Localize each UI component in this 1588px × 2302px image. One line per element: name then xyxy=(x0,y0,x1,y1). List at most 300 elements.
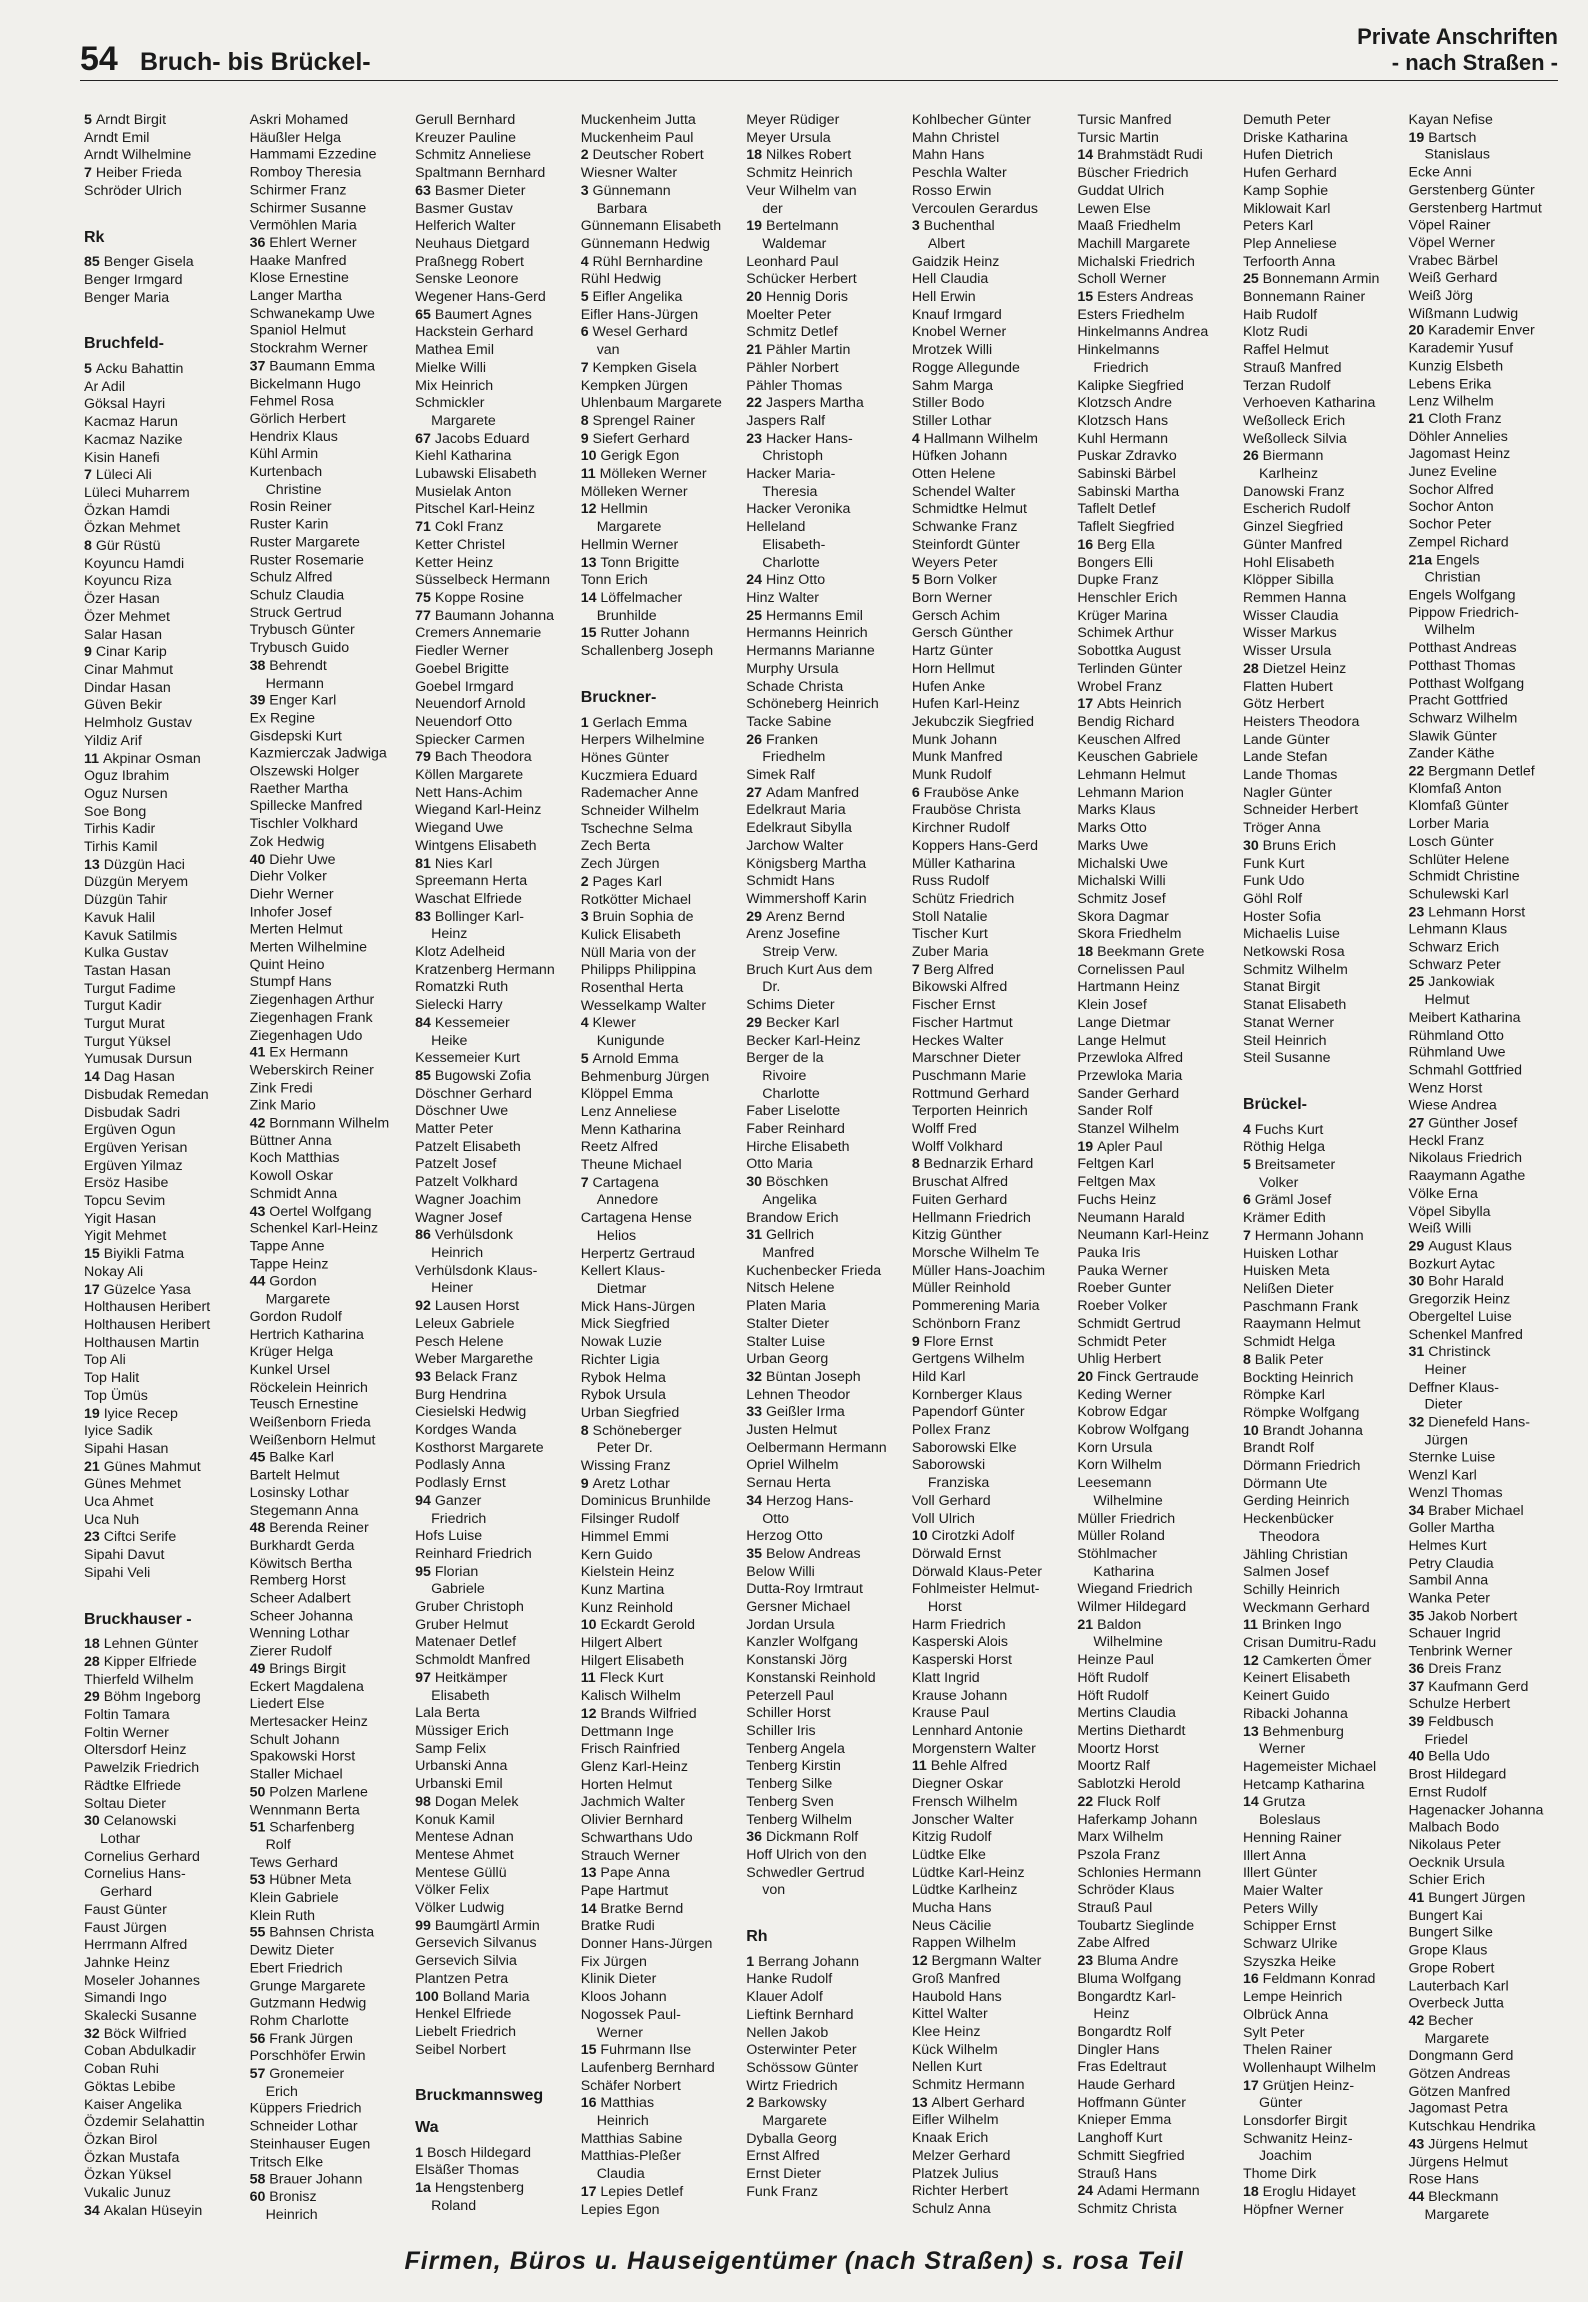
resident-entry xyxy=(84,1512,246,1530)
resident-entry xyxy=(1409,1837,1571,1855)
resident-entry xyxy=(250,1274,412,1292)
resident-entry xyxy=(746,661,908,679)
house-number: 6 xyxy=(1242,1192,1255,1209)
resident-entry xyxy=(84,609,246,627)
resident-entry xyxy=(1243,572,1405,590)
resident-entry xyxy=(415,1387,577,1405)
resident-name: Pähler Thomas xyxy=(746,377,843,394)
resident-entry xyxy=(84,1672,246,1690)
resident-name: Esters Friedhelm xyxy=(1077,306,1185,323)
resident-entry xyxy=(250,165,412,183)
resident-name: Klose Ernestine xyxy=(249,270,349,287)
house-number: 85 xyxy=(84,254,104,271)
resident-name: Brauer Johann xyxy=(269,2171,363,2188)
resident-name: Schult Johann xyxy=(249,1731,340,1748)
resident-entry xyxy=(1077,466,1239,484)
resident-name: Verhülsdonk xyxy=(434,1227,513,1244)
resident-name: Munk Johann xyxy=(911,731,997,748)
resident-entry xyxy=(84,1246,246,1264)
entry-continuation xyxy=(1409,1362,1571,1380)
resident-name: Faber Reinhard xyxy=(746,1121,845,1138)
resident-name: Ziegenhagen Arthur xyxy=(249,992,375,1009)
resident-name: Klotz Rudi xyxy=(1242,324,1308,341)
entry-continuation xyxy=(581,1440,743,1458)
resident-entry xyxy=(581,254,743,272)
resident-name: Sernau Herta xyxy=(746,1475,831,1492)
resident-name: Top Halit xyxy=(84,1370,140,1387)
entry-continuation xyxy=(746,555,908,573)
resident-entry xyxy=(581,572,743,590)
resident-entry xyxy=(581,1724,743,1742)
resident-name: Tischler Volkhard xyxy=(249,816,358,833)
resident-entry xyxy=(746,1546,908,1564)
resident-entry xyxy=(1243,501,1405,519)
resident-entry xyxy=(415,1404,577,1422)
resident-entry xyxy=(912,1086,1074,1104)
resident-name: Pähler Martin xyxy=(765,342,851,359)
resident-name: Peter Dr. xyxy=(596,1440,653,1457)
resident-name: Tschechne Selma xyxy=(580,820,693,837)
entry-continuation xyxy=(581,608,743,626)
resident-entry xyxy=(1243,1635,1405,1653)
resident-name: Losinsky Lothar xyxy=(249,1485,349,1502)
resident-entry xyxy=(912,1263,1074,1281)
resident-entry xyxy=(581,1688,743,1706)
resident-name: Kaiser Angelika xyxy=(84,2096,182,2113)
resident-entry xyxy=(84,910,246,928)
street-heading: Bruckhauser - xyxy=(84,1610,192,1628)
resident-entry xyxy=(1409,658,1571,676)
resident-name: Brandow Erich xyxy=(746,1209,839,1226)
resident-entry xyxy=(912,1103,1074,1121)
resident-entry xyxy=(746,1670,908,1688)
house-number: 86 xyxy=(415,1227,435,1244)
resident-name: Justen Helmut xyxy=(746,1422,837,1439)
resident-name: Matter Peter xyxy=(415,1121,494,1138)
resident-name: Elsäßer Thomas xyxy=(415,2162,519,2179)
resident-entry xyxy=(1077,749,1239,767)
resident-entry xyxy=(581,537,743,555)
resident-name: Pawelzik Friedrich xyxy=(84,1760,200,1777)
resident-entry xyxy=(912,1050,1074,1068)
resident-entry xyxy=(415,1617,577,1635)
resident-name: Bertelmann xyxy=(765,218,839,235)
resident-entry xyxy=(1243,2007,1405,2025)
resident-entry xyxy=(912,661,1074,679)
resident-name: Kacmaz Nazike xyxy=(84,431,183,448)
resident-name: Olbrück Anna xyxy=(1242,2006,1329,2023)
resident-entry xyxy=(581,413,743,431)
resident-name: Lüdtke Karl-Heinz xyxy=(911,1864,1025,1881)
resident-name: Gersch Achim xyxy=(911,607,1001,624)
resident-entry xyxy=(581,2078,743,2096)
resident-entry xyxy=(1077,1192,1239,1210)
resident-entry xyxy=(1409,1872,1571,1890)
resident-entry xyxy=(84,963,246,981)
resident-name: Flore Ernst xyxy=(923,1333,994,1350)
house-number: 21 xyxy=(84,1458,104,1475)
resident-name: Schmidtke Helmut xyxy=(911,501,1027,518)
resident-name: Behmenburg Jürgen xyxy=(580,1068,710,1085)
resident-entry xyxy=(1243,873,1405,891)
resident-entry xyxy=(1077,1316,1239,1334)
resident-name: Rühl Hedwig xyxy=(580,271,662,288)
resident-name: Heinz xyxy=(431,926,468,943)
resident-entry xyxy=(415,944,577,962)
house-number: 10 xyxy=(580,448,601,465)
resident-name: Himmel Emmi xyxy=(580,1528,669,1545)
resident-name: Hinkelmanns Andrea xyxy=(1077,324,1209,341)
resident-name: Stalter Dieter xyxy=(746,1315,830,1332)
resident-name: Schmidt Hans xyxy=(746,873,835,890)
resident-entry xyxy=(581,1918,743,1936)
resident-name: Römpke Wolfgang xyxy=(1242,1404,1360,1421)
directory-column xyxy=(415,112,577,2224)
resident-entry xyxy=(1077,1139,1239,1157)
resident-name: Tirhis Kadir xyxy=(84,821,156,838)
resident-name: Baumann Emma xyxy=(269,358,375,375)
resident-name: Burkhardt Gerda xyxy=(249,1537,355,1554)
resident-entry xyxy=(912,856,1074,874)
page-range: Bruch- bis Brückel- xyxy=(140,48,371,76)
resident-entry xyxy=(1243,1246,1405,1264)
resident-entry xyxy=(1243,484,1405,502)
resident-entry xyxy=(581,360,743,378)
resident-name: Werner xyxy=(1258,1741,1306,1758)
resident-name: Papendorf Günter xyxy=(911,1404,1025,1421)
resident-name: Hertrich Katharina xyxy=(249,1326,364,1343)
resident-entry xyxy=(1077,1935,1239,1953)
resident-name: Turgut Murat xyxy=(84,1016,165,1033)
resident-name: Hacker Hans- xyxy=(765,430,853,447)
resident-name: Hohl Elisabeth xyxy=(1242,554,1335,571)
house-number: 15 xyxy=(1077,289,1098,306)
resident-entry xyxy=(912,1705,1074,1723)
resident-entry xyxy=(250,1010,412,1028)
resident-entry xyxy=(250,2013,412,2031)
resident-entry xyxy=(1243,820,1405,838)
resident-name: Reinhard Friedrich xyxy=(415,1545,532,1562)
resident-entry xyxy=(581,1617,743,1635)
resident-entry xyxy=(1077,1546,1239,1564)
resident-entry xyxy=(1243,1547,1405,1565)
resident-entry xyxy=(415,1546,577,1564)
resident-entry xyxy=(912,555,1074,573)
resident-entry xyxy=(912,2130,1074,2148)
resident-entry xyxy=(415,856,577,874)
resident-entry xyxy=(1409,1063,1571,1081)
resident-name: Mahn Hans xyxy=(911,147,985,164)
resident-name: Dörmann Ute xyxy=(1242,1475,1328,1492)
resident-name: Bronisz xyxy=(269,2189,317,2206)
resident-name: Ciesielski Hedwig xyxy=(415,1404,527,1421)
resident-name: Foltin Tamara xyxy=(84,1707,170,1724)
house-number: 3 xyxy=(911,218,924,235)
resident-entry xyxy=(415,608,577,626)
resident-name: Karlheinz xyxy=(1258,466,1319,483)
resident-name: Oltersdorf Heinz xyxy=(84,1742,187,1759)
resident-name: Michalski Friedrich xyxy=(1077,253,1195,270)
resident-entry xyxy=(1409,1168,1571,1186)
resident-name: Zabe Alfred xyxy=(1077,1935,1150,1952)
resident-entry xyxy=(912,749,1074,767)
resident-name: Hild Karl xyxy=(911,1368,966,1385)
resident-name: Cremers Annemarie xyxy=(415,625,542,642)
resident-name: Kavuk Satilmis xyxy=(84,927,178,944)
resident-entry xyxy=(746,1263,908,1281)
resident-name: Morsche Wilhelm Te xyxy=(911,1245,1040,1261)
resident-name: Lenz Wilhelm xyxy=(1408,393,1494,410)
resident-name: Maaß Friedhelm xyxy=(1077,218,1181,235)
resident-entry xyxy=(250,1538,412,1556)
resident-entry xyxy=(1243,1281,1405,1299)
spacer xyxy=(746,1900,908,1914)
resident-entry xyxy=(912,1546,1074,1564)
resident-entry xyxy=(1077,448,1239,466)
resident-entry xyxy=(250,1784,412,1802)
resident-entry xyxy=(746,1174,908,1192)
entry-continuation xyxy=(1409,992,1571,1010)
resident-name: Thome Dirk xyxy=(1242,2166,1317,2183)
resident-name: Heinrich xyxy=(596,2113,649,2130)
resident-entry xyxy=(84,1406,246,1424)
resident-entry xyxy=(1243,661,1405,679)
resident-name: Bruch Kurt Aus dem xyxy=(746,961,873,978)
resident-name: Michalski Willi xyxy=(1077,873,1166,890)
resident-entry xyxy=(912,165,1074,183)
resident-name: Schmidt Gertrud xyxy=(1077,1315,1181,1332)
resident-name: Hinkelmanns xyxy=(1077,342,1160,359)
resident-name: Wisser Ursula xyxy=(1242,643,1332,660)
resident-name: Schwanitz Heinz- xyxy=(1242,2130,1353,2147)
resident-name: Wenning Lothar xyxy=(249,1625,350,1642)
resident-entry xyxy=(1409,834,1571,852)
resident-entry xyxy=(415,1210,577,1228)
resident-entry xyxy=(912,1882,1074,1900)
resident-entry xyxy=(1077,1369,1239,1387)
resident-name: Schipper Ernst xyxy=(1242,1918,1336,1935)
resident-entry xyxy=(415,909,577,927)
resident-entry xyxy=(415,873,577,891)
resident-name: Jekubczik Siegfried xyxy=(911,713,1035,730)
resident-entry xyxy=(84,183,246,201)
resident-name: Koyuncu Hamdi xyxy=(84,555,185,572)
resident-name: Lehmann Horst xyxy=(1428,904,1526,921)
resident-name: Askri Mohamed xyxy=(249,112,349,128)
resident-entry xyxy=(1077,1404,1239,1422)
resident-entry xyxy=(1077,2183,1239,2201)
resident-entry xyxy=(1243,1582,1405,1600)
resident-name: Wanka Peter xyxy=(1408,1590,1490,1607)
entry-continuation xyxy=(746,1245,908,1263)
resident-entry xyxy=(84,768,246,786)
resident-name: Wenzl Thomas xyxy=(1408,1485,1503,1502)
directory-column xyxy=(912,112,1074,2224)
resident-entry xyxy=(250,1186,412,1204)
resident-name: Lorber Maria xyxy=(1408,816,1489,833)
resident-name: Tursic Martin xyxy=(1077,129,1159,146)
resident-entry xyxy=(1243,2113,1405,2131)
resident-entry xyxy=(581,1423,743,1441)
resident-entry xyxy=(1243,1387,1405,1405)
resident-entry xyxy=(912,1847,1074,1865)
resident-name: Gersevich Silvanus xyxy=(415,1935,537,1952)
resident-entry xyxy=(1077,696,1239,714)
resident-name: Mrotzek Willi xyxy=(911,342,993,359)
entry-continuation xyxy=(250,675,412,693)
resident-name: Heitkämper xyxy=(434,1669,508,1686)
resident-name: Behrendt xyxy=(269,657,327,674)
resident-entry xyxy=(746,165,908,183)
resident-entry xyxy=(84,1990,246,2008)
resident-entry xyxy=(415,997,577,1015)
resident-entry xyxy=(1409,552,1571,570)
resident-entry xyxy=(1243,1901,1405,1919)
resident-entry xyxy=(746,1334,908,1352)
resident-name: Harm Friedrich xyxy=(911,1616,1006,1633)
resident-entry xyxy=(250,1520,412,1538)
resident-name: Bosch Hildegard xyxy=(426,2144,532,2161)
resident-entry xyxy=(250,693,412,711)
resident-name: Oguz Nursen xyxy=(84,785,168,802)
resident-name: Schmitz Wilhelm xyxy=(1242,961,1348,978)
resident-name: Konstanski Jörg xyxy=(746,1652,848,1669)
resident-name: Götzen Manfred xyxy=(1408,2083,1511,2100)
resident-name: Bleckmann xyxy=(1428,2189,1499,2206)
resident-name: Junez Eveline xyxy=(1408,464,1497,480)
resident-name: Günes Mahmut xyxy=(103,1458,201,1475)
resident-name: Biyikli Fatma xyxy=(103,1246,185,1263)
resident-entry xyxy=(415,236,577,254)
resident-name: Marks Otto xyxy=(1077,820,1147,837)
resident-entry xyxy=(84,1388,246,1406)
resident-entry xyxy=(415,572,577,590)
resident-entry xyxy=(84,361,246,379)
resident-entry xyxy=(1077,413,1239,431)
entry-continuation xyxy=(415,1581,577,1599)
resident-name: Schücker Herbert xyxy=(746,271,857,288)
resident-name: Baumann Johanna xyxy=(434,607,554,624)
entry-continuation xyxy=(746,448,908,466)
resident-entry xyxy=(84,1476,246,1494)
resident-name: Gisdepski Kurt xyxy=(249,728,342,745)
resident-name: Wennmann Berta xyxy=(249,1801,360,1818)
resident-name: Schenkel Manfred xyxy=(1408,1326,1523,1343)
resident-entry xyxy=(250,1239,412,1257)
resident-name: Müller Reinhold xyxy=(911,1280,1011,1297)
resident-entry xyxy=(1077,767,1239,785)
resident-name: Kazmierczak Jadwiga xyxy=(249,745,387,762)
resident-name: Schendel Walter xyxy=(911,483,1016,500)
resident-entry xyxy=(1077,1847,1239,1865)
resident-name: Taflelt Detlef xyxy=(1077,501,1156,518)
resident-entry xyxy=(912,1829,1074,1847)
house-number: 42 xyxy=(1408,2013,1429,2030)
resident-entry xyxy=(1243,130,1405,148)
resident-name: Jahnke Heinz xyxy=(84,1954,170,1971)
resident-entry xyxy=(912,1953,1074,1971)
resident-name: Uhlig Herbert xyxy=(1077,1351,1161,1368)
resident-name: Otten Helene xyxy=(911,466,996,483)
house-number: 16 xyxy=(1242,1971,1263,1988)
resident-entry xyxy=(1243,625,1405,643)
resident-entry xyxy=(1409,887,1571,905)
house-number: 83 xyxy=(415,908,435,925)
resident-name: Holthausen Martin xyxy=(84,1334,200,1351)
resident-entry xyxy=(746,130,908,148)
resident-entry xyxy=(84,821,246,839)
resident-name: Remberg Horst xyxy=(249,1573,346,1590)
resident-name: Tonn Brigitte xyxy=(600,554,680,571)
resident-entry xyxy=(746,2131,908,2149)
entry-continuation xyxy=(1077,360,1239,378)
resident-name: Bartsch xyxy=(1428,129,1477,146)
resident-name: Holthausen Heribert xyxy=(84,1317,211,1333)
resident-name: Jachmich Walter xyxy=(580,1794,686,1811)
resident-entry xyxy=(415,555,577,573)
resident-entry xyxy=(415,1670,577,1688)
resident-name: Nelißen Dieter xyxy=(1242,1281,1334,1297)
resident-name: Simek Ralf xyxy=(746,767,815,784)
resident-entry xyxy=(1243,324,1405,342)
resident-entry xyxy=(250,411,412,429)
resident-entry xyxy=(912,785,1074,803)
resident-name: Hetcamp Katharina xyxy=(1242,1776,1365,1793)
resident-entry xyxy=(912,820,1074,838)
house-number: 4 xyxy=(911,430,924,447)
resident-entry xyxy=(912,1634,1074,1652)
resident-name: Melzer Gerhard xyxy=(911,2147,1011,2164)
resident-name: Turgut Fadime xyxy=(84,980,176,997)
resident-entry xyxy=(746,1971,908,1989)
resident-name: Eifler Hans-Jürgen xyxy=(580,306,699,323)
resident-entry xyxy=(1243,1228,1405,1246)
house-number: 12 xyxy=(580,1705,601,1722)
resident-name: Kirchner Rudolf xyxy=(911,820,1010,837)
resident-name: Schlonies Hermann xyxy=(1077,1864,1202,1881)
resident-entry xyxy=(581,838,743,856)
entry-continuation xyxy=(415,1688,577,1706)
resident-name: Günes Mehmet xyxy=(84,1476,181,1493)
resident-entry xyxy=(250,587,412,605)
resident-name: Kiehl Katharina xyxy=(415,448,512,465)
resident-entry xyxy=(1409,1943,1571,1961)
resident-entry xyxy=(912,413,1074,431)
resident-name: Dieter xyxy=(1424,1397,1463,1414)
resident-name: Biermann xyxy=(1262,448,1324,465)
resident-entry xyxy=(1077,1298,1239,1316)
resident-entry xyxy=(250,1679,412,1697)
resident-entry xyxy=(912,1617,1074,1635)
resident-name: Engels Wolfgang xyxy=(1408,587,1516,604)
resident-name: Schröder Klaus xyxy=(1077,1882,1175,1899)
resident-name: Margarete xyxy=(596,519,662,536)
resident-entry xyxy=(415,2006,577,2024)
resident-name: Lange Dietmar xyxy=(1077,1014,1171,1031)
resident-entry xyxy=(581,1316,743,1334)
resident-name: Schimek Arthur xyxy=(1077,625,1174,642)
resident-entry xyxy=(912,1280,1074,1298)
resident-name: Kasperski Alois xyxy=(911,1634,1009,1651)
resident-name: Vöpel Werner xyxy=(1408,235,1495,252)
resident-name: Wagner Joachim xyxy=(415,1191,522,1208)
resident-entry xyxy=(84,1441,246,1459)
resident-entry xyxy=(912,2006,1074,2024)
resident-name: Wesel Gerhard xyxy=(592,324,688,341)
resident-name: Dindar Hasan xyxy=(84,679,171,696)
resident-entry xyxy=(415,466,577,484)
resident-name: Tritsch Elke xyxy=(249,2154,324,2170)
